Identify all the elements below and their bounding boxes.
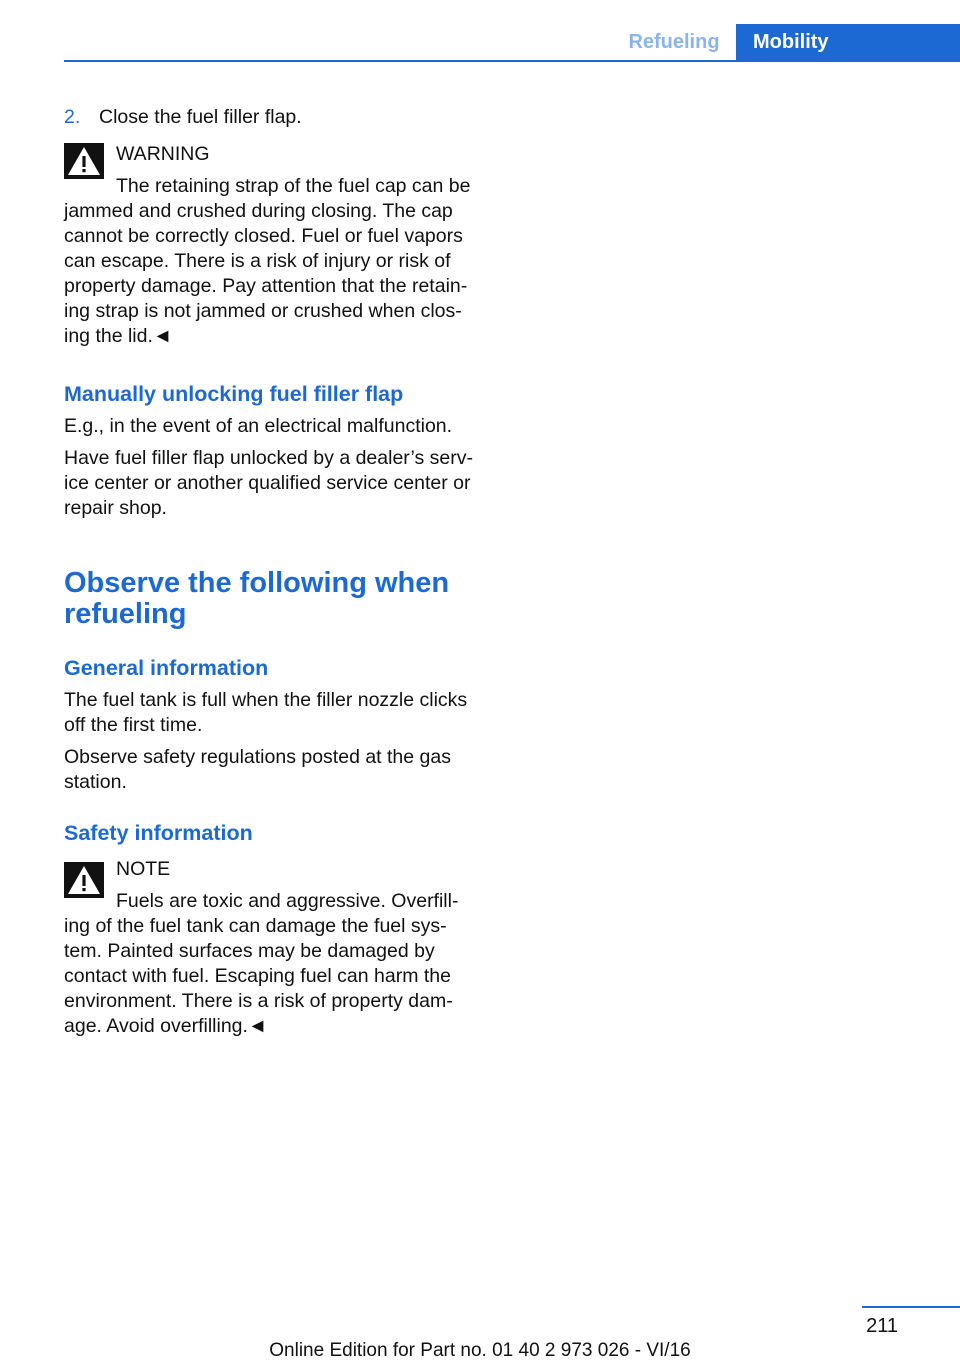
warning-line: can escape. There is a risk of injury or risk of: [64, 250, 451, 272]
manual-unlock-text: Have fuel filler flap unlocked by a dealer’s serv-: [64, 447, 473, 469]
note-line: contact with fuel. Escaping fuel can harm the: [64, 965, 451, 987]
page-number-rule: [862, 1306, 960, 1308]
manual-unlock-text: ice center or another qualified service center or: [64, 472, 471, 494]
header-section-tab: Refueling: [628, 31, 720, 53]
observe-heading: refueling: [64, 598, 187, 630]
general-info-text: off the first time.: [64, 714, 203, 736]
step-text: Close the fuel filler flap.: [99, 106, 302, 128]
note-label: NOTE: [116, 858, 171, 880]
general-info-heading: General information: [64, 656, 269, 680]
warning-line: The retaining strap of the fuel cap can be: [116, 175, 471, 197]
note-line: age. Avoid overfilling.◄: [64, 1015, 268, 1037]
manual-unlock-text: E.g., in the event of an electrical malfunction.: [64, 415, 453, 437]
warning-line: ing strap is not jammed or crushed when clos-: [64, 300, 462, 322]
general-info-text: station.: [64, 771, 127, 793]
warning-label: WARNING: [116, 143, 210, 165]
warning-line: cannot be correctly closed. Fuel or fuel vapors: [64, 225, 463, 247]
manual-unlock-text: repair shop.: [64, 497, 167, 519]
note-line: tem. Painted surfaces may be damaged by: [64, 940, 435, 962]
note-line: ing of the fuel tank can damage the fuel sys-: [64, 915, 447, 937]
warning-line: ing the lid.◄: [64, 325, 173, 347]
footer-edition-text: Online Edition for Part no. 01 40 2 973 026 - VI/16: [269, 1340, 691, 1361]
warning-line: property damage. Pay attention that the retain-: [64, 275, 468, 297]
general-info-text: Observe safety regulations posted at the gas: [64, 746, 451, 768]
note-line: Fuels are toxic and aggressive. Overfill-: [116, 890, 459, 912]
header-rule: [64, 60, 960, 62]
warning-triangle-icon: [64, 143, 104, 179]
observe-heading: Observe the following when: [64, 567, 450, 599]
caution-triangle-icon: [64, 862, 104, 898]
manual-unlock-heading: Manually unlocking fuel filler flap: [64, 382, 404, 406]
general-info-text: The fuel tank is full when the filler nozzle clicks: [64, 689, 468, 711]
safety-info-heading: Safety information: [64, 821, 253, 845]
warning-line: jammed and crushed during closing. The cap: [64, 200, 453, 222]
header-chapter-tab: Mobility: [736, 24, 960, 61]
page-number: 211: [866, 1315, 898, 1337]
step-number: 2.: [64, 106, 81, 128]
note-line: environment. There is a risk of property dam-: [64, 990, 453, 1012]
